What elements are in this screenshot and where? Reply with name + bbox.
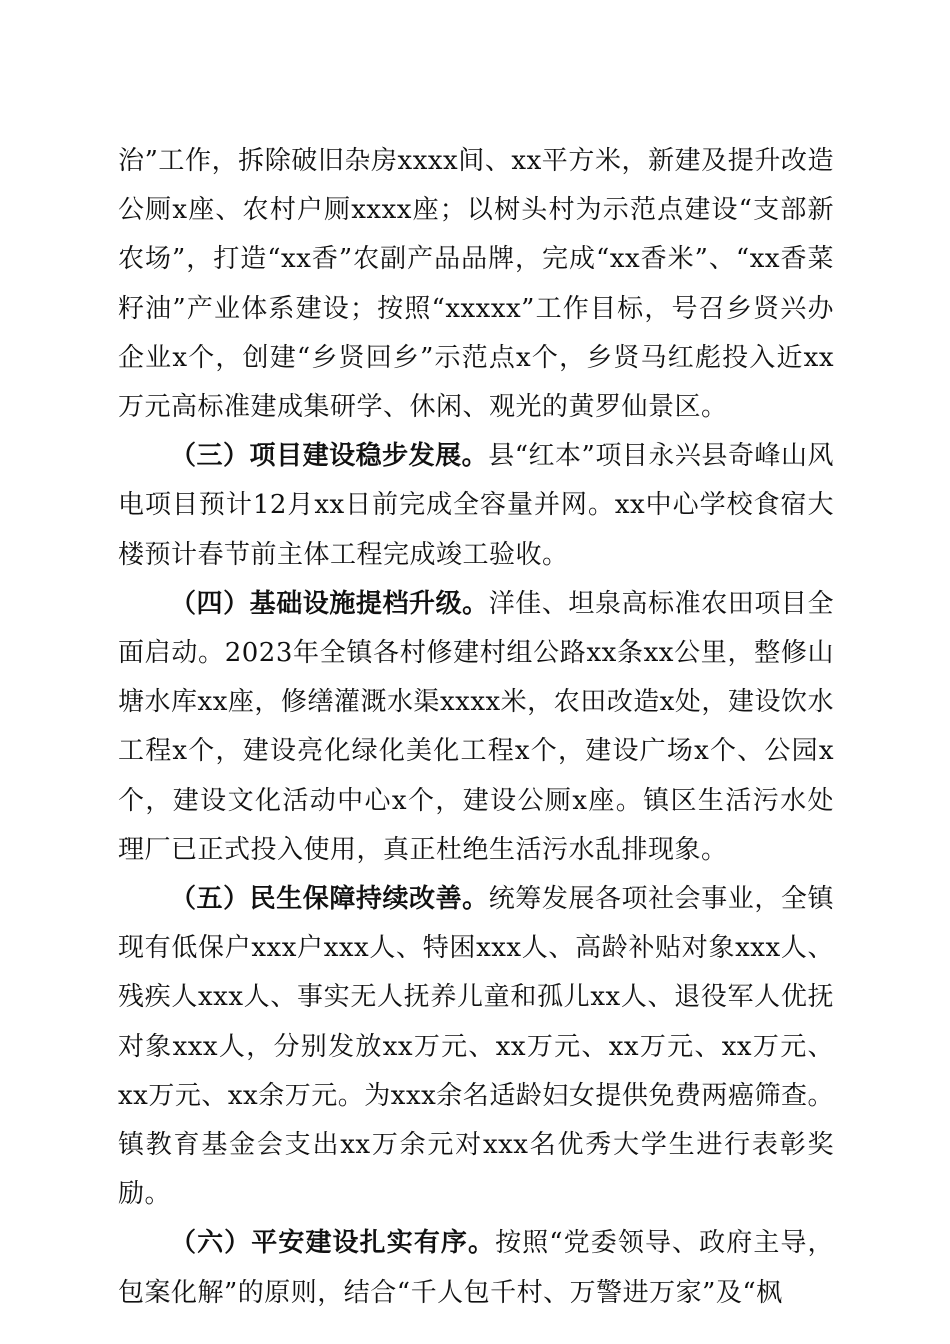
paragraph-text: 治”工作，拆除破旧杂房xxxx间、xx平方米，新建及提升改造公厕x座、农村户厕xxxx座；以树头村为示范点建设“支部新农场”，打造“xx香”农副产品品牌，完成“xx香米”、“xx香菜籽油”产业体系建设；按照“xxxxx”工作目标，号召乡贤兴办企业x个，创建“乡贤回乡”示范点x个，乡贤马红彪投入近xx万元高标准建成集研学、休闲、观光的黄罗仙景区。 <box>118 146 834 423</box>
paragraph-text: 统筹发展各项社会事业，全镇现有低保户xxx户xxx人、特困xxx人、高龄补贴对象xxx人、残疾人xxx人、事实无人抚养儿童和孤儿xx人、退役军人优抚对象xxx人，分别发放xx万元、xx万元、xx万元、xx万元、xx万元、xx余万元。为xxx余名适龄妇女提供免费两癌筛查。镇教育基金会支出xx万余元对xxx名优秀大学生进行表彰奖励。 <box>118 884 834 1210</box>
paragraph-heading: （五）民生保障持续改善。 <box>170 884 489 915</box>
paragraph-continued <box>118 137 834 432</box>
paragraph-text: 按照“党委领导、政府主导，包案化解”的原则，结合“千人包千村、万警进万家”及“枫 <box>118 1228 834 1308</box>
paragraph-public-safety <box>118 1219 834 1317</box>
document-body <box>118 137 834 1318</box>
paragraph-project-construction <box>118 432 834 580</box>
paragraph-infrastructure <box>118 580 834 875</box>
paragraph-livelihood <box>118 875 834 1219</box>
paragraph-text: 洋佳、坦泉高标准农田项目全面启动。2023年全镇各村修建村组公路xx条xx公里，整修山塘水库xx座，修缮灌溉水渠xxxx米，农田改造x处，建设饮水工程x个，建设亮化绿化美化工程x个，建设广场x个、公园x个，建设文化活动中心x个，建设公厕x座。镇区生活污水处理厂已正式投入使用，真正杜绝生活污水乱排现象。 <box>118 588 834 865</box>
paragraph-text: 县“红本”项目永兴县奇峰山风电项目预计12月xx日前完成全容量并网。xx中心学校食宿大楼预计春节前主体工程完成竣工验收。 <box>118 441 834 570</box>
paragraph-heading: （三）项目建设稳步发展。 <box>170 441 489 472</box>
paragraph-heading: （四）基础设施提档升级。 <box>170 588 489 619</box>
paragraph-heading: （六）平安建设扎实有序。 <box>170 1228 496 1259</box>
